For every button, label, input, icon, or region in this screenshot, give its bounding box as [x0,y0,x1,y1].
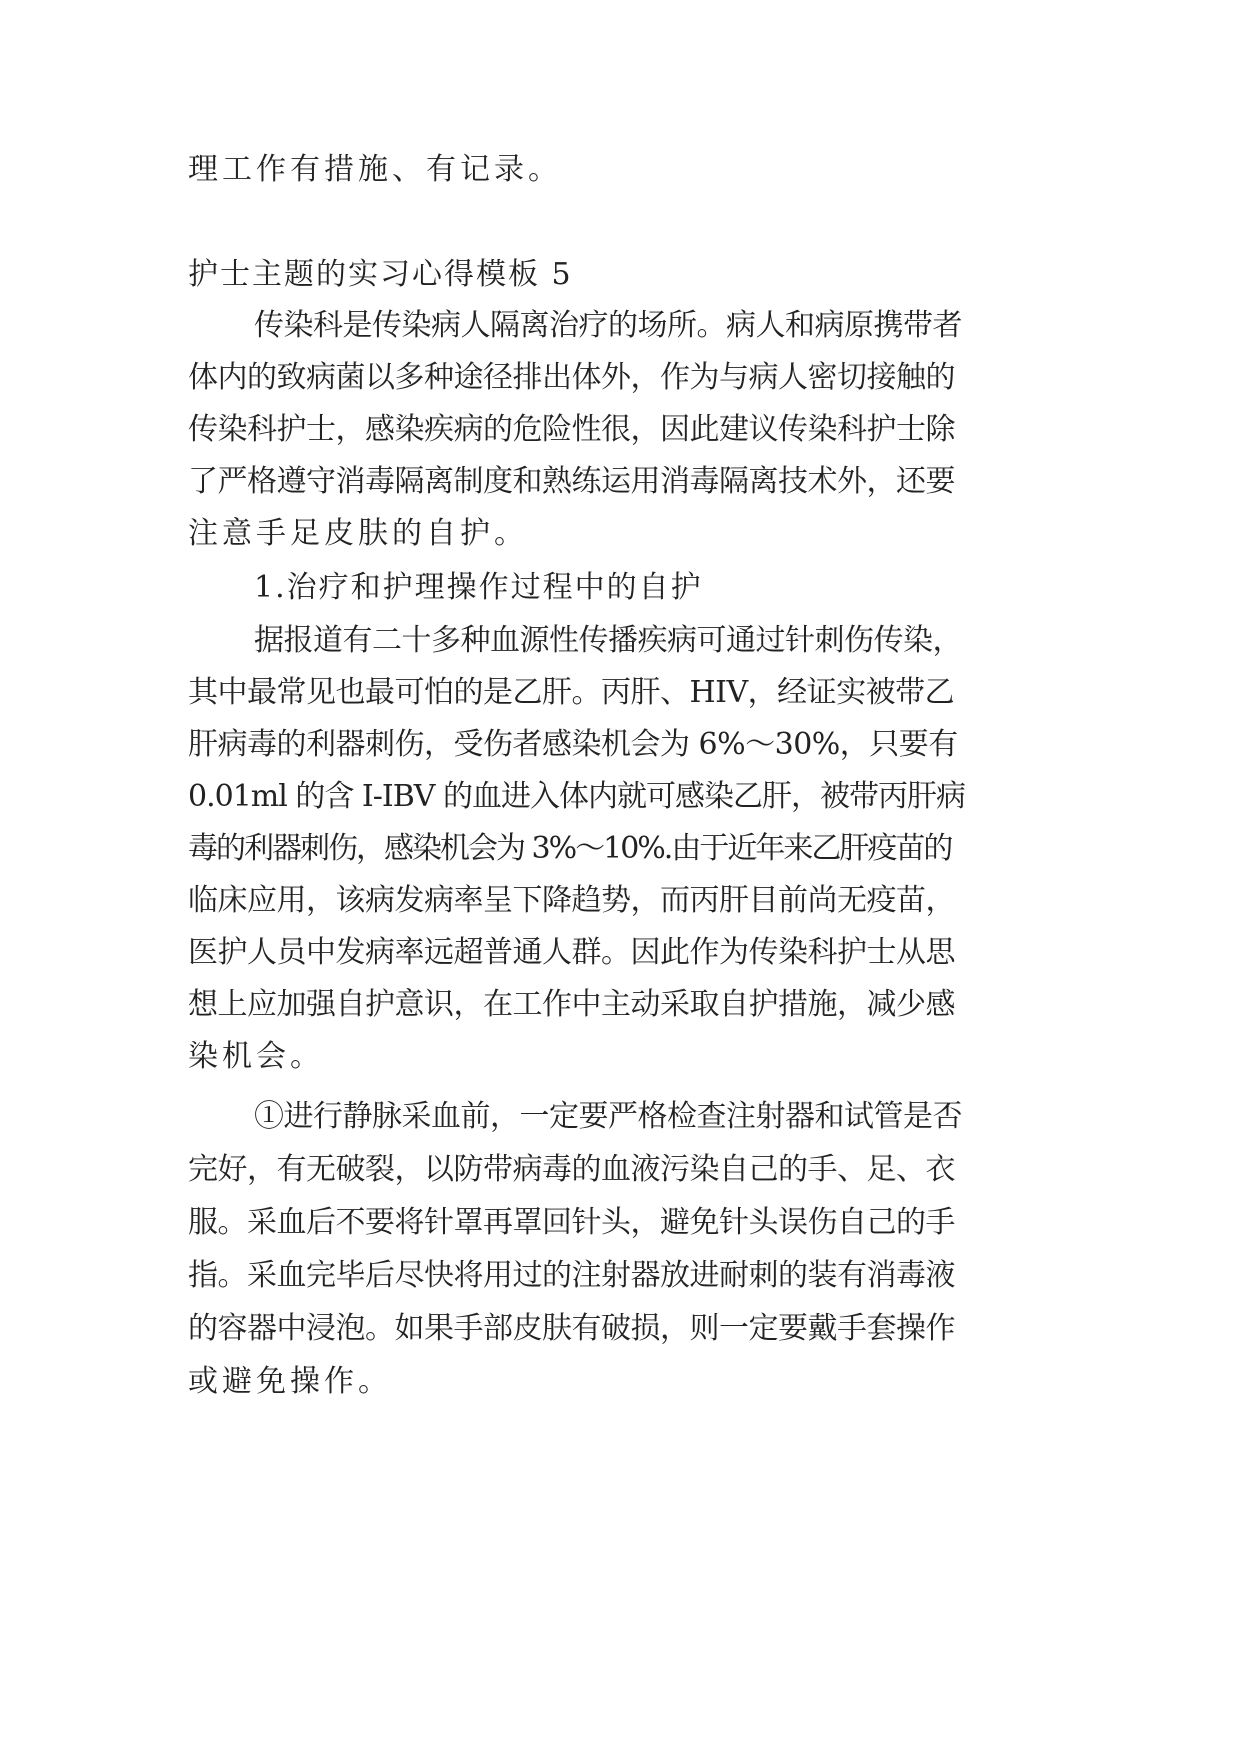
paragraph-line: 传染科护士，感染疾病的危险性很，因此建议传染科护士除 [188,412,955,447]
paragraph-line: 服。采血后不要将针罩再罩回针头，避免针头误伤自己的手 [188,1205,955,1240]
paragraph-line: 染机会。 [188,1039,324,1074]
paragraph-line: 0.01ml 的含 I-IBV 的血进入体内就可感染乙肝，被带丙肝病 [188,779,965,814]
paragraph-line: 医护人员中发病率远超普通人群。因此作为传染科护士从思 [188,935,955,970]
paragraph-line: 的容器中浸泡。如果手部皮肤有破损，则一定要戴手套操作 [188,1311,955,1346]
paragraph-line: 临床应用，该病发病率呈下降趋势，而丙肝目前尚无疫苗， [188,883,955,918]
paragraph-line: 传染科是传染病人隔离治疗的场所。病人和病原携带者 [254,308,962,343]
paragraph-line: 或避免操作。 [188,1364,392,1399]
paragraph-line: 了严格遵守消毒隔离制度和熟练运用消毒隔离技术外，还要 [188,464,955,499]
paragraph-line: 据报道有二十多种血源性传播疾病可通过针刺伤传染， [254,623,962,658]
subheading: 1.治疗和护理操作过程中的自护 [254,570,703,605]
section-title: 护士主题的实习心得模板 5 [188,257,573,292]
paragraph-line: 想上应加强自护意识，在工作中主动采取自护措施，减少感 [188,987,955,1022]
paragraph-line: 肝病毒的利器刺伤，受伤者感染机会为 6%～30%，只要有 [188,727,958,762]
paragraph-line: ①进行静脉采血前，一定要严格检查注射器和试管是否 [254,1099,962,1134]
paragraph-line: 注意手足皮肤的自护。 [188,516,528,551]
paragraph-line: 完好，有无破裂，以防带病毒的血液污染自己的手、足、衣 [188,1152,955,1187]
paragraph-line: 毒的利器刺伤，感染机会为 3%～10%.由于近年来乙肝疫苗的 [188,831,952,866]
paragraph-line: 体内的致病菌以多种途径排出体外，作为与病人密切接触的 [188,360,955,395]
continuation-line: 理工作有措施、有记录。 [188,152,562,187]
paragraph-line: 指。采血完毕后尽快将用过的注射器放进耐刺的装有消毒液 [188,1258,955,1293]
paragraph-line: 其中最常见也最可怕的是乙肝。丙肝、HIV，经证实被带乙 [188,675,955,710]
